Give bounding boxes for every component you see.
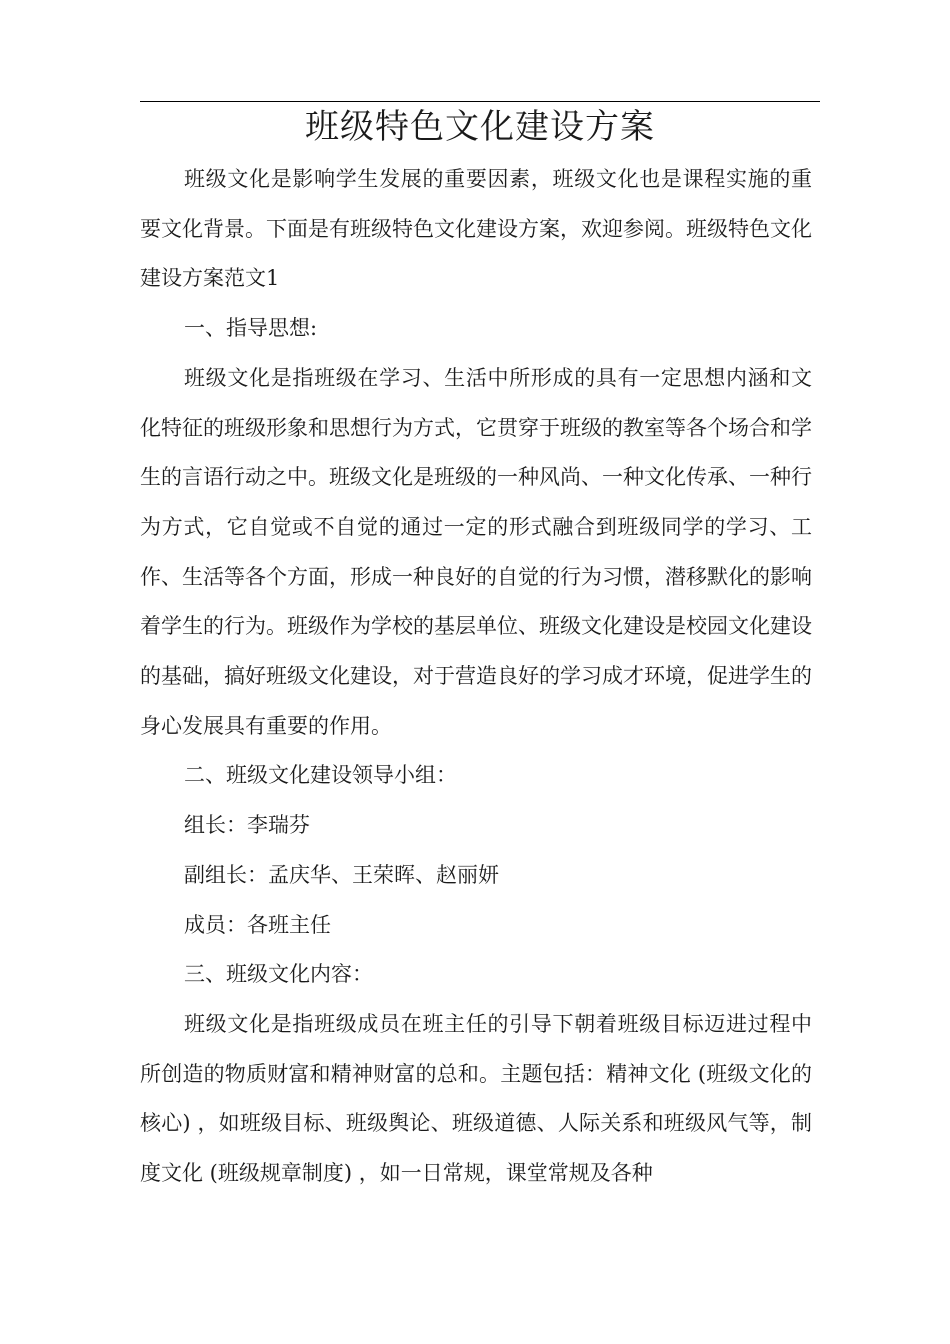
heading-class-culture-content: 三、班级文化内容： — [184, 962, 373, 987]
paragraph-class-culture-content: 班级文化是指班级成员在班主任的引导下朝着班级目标迈进过程中所创造的物质财富和精神财富的总和。主题包括：精神文化 (班级文化的核心) ，如班级目标、班级舆论、班级道德、人际关系和班级风气等，制度文化 (班级规章制度) ，如一日常规，课堂常规及各种 — [140, 1011, 812, 1186]
deputy-leader-line: 副组长：孟庆华、王荣晖、赵丽妍 — [184, 862, 499, 887]
leader-line: 组长：李瑞芬 — [184, 813, 310, 838]
document-body — [140, 155, 812, 1199]
paragraph-guiding-ideology: 班级文化是指班级在学习、生活中所形成的具有一定思想内涵和文化特征的班级形象和思想行为方式，它贯穿于班级的教室等各个场合和学生的言语行动之中。班级文化是班级的一种风尚、一种文化传承、一种行为方式，它自觉或不自觉的通过一定的形式融合到班级同学的学习、工作、生活等各个方面，形成一种良好的自觉的行为习惯，潜移默化的影响着学生的行为。班级作为学校的基层单位、班级文化建设是校园文化建设的基础，搞好班级文化建设，对于营造良好的学习成才环境，促进学生的身心发展具有重要的作用。 — [140, 365, 812, 738]
paragraph-intro: 班级文化是影响学生发展的重要因素，班级文化也是课程实施的重要文化背景。下面是有班级特色文化建设方案，欢迎参阅。班级特色文化建设方案范文1 — [140, 167, 812, 291]
header-rule — [140, 101, 820, 102]
members-line: 成员：各班主任 — [184, 912, 331, 937]
heading-guiding-ideology: 一、指导思想: — [184, 316, 318, 341]
heading-leadership-group: 二、班级文化建设领导小组： — [184, 763, 457, 788]
document-title: 班级特色文化建设方案 — [305, 107, 655, 147]
